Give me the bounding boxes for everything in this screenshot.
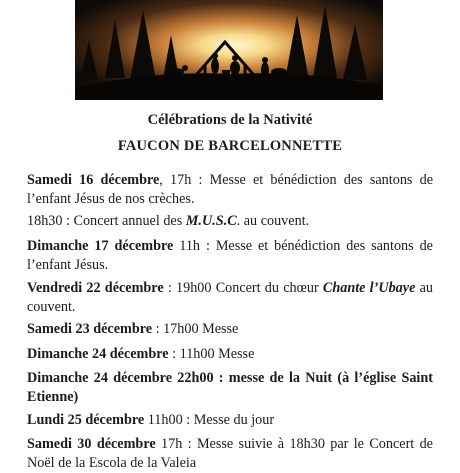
event-day: Samedi 16 décembre	[27, 172, 160, 188]
page-subtitle: FAUCON DE BARCELONNETTE	[117, 138, 343, 154]
event-details: 18h30 : Concert annuel des	[27, 213, 186, 229]
event-entry	[27, 320, 433, 339]
event-details: . au couvent.	[236, 213, 310, 229]
event-details: 11h00 : Messe du jour	[144, 412, 275, 428]
event-entry	[27, 435, 433, 473]
event-day: Lundi 25 décembre	[27, 412, 145, 428]
event-details: : 19h00 Concert du chœur	[163, 280, 323, 296]
event-details: 17h : Messe suivie à 18h30 par le Concert de Noël de la Escola de la Valeia	[27, 436, 433, 471]
event-entry	[27, 237, 433, 275]
event-day: Samedi 23 décembre	[27, 321, 153, 337]
event-entry	[27, 411, 433, 430]
event-details: : 17h00 Messe	[152, 321, 239, 337]
event-italic-name: M.U.S.C	[185, 213, 237, 229]
event-day: Dimanche 24 décembre 22h00 : messe de la Nuit (à l’église Saint Etienne)	[27, 370, 433, 405]
event-day: Dimanche 24 décembre	[27, 346, 169, 362]
event-entry	[27, 279, 433, 317]
event-entry	[27, 345, 433, 364]
event-entry	[27, 369, 433, 407]
event-details: au couvent.	[27, 280, 433, 315]
event-day: Samedi 30 décembre	[27, 436, 156, 452]
event-day: Dimanche 17 décembre	[27, 238, 174, 254]
page-title: Célébrations de la Nativité	[147, 112, 313, 128]
event-details: : 11h00 Messe	[168, 346, 255, 362]
event-details: , 17h : Messe et bénédiction des santons de l’enfant Jésus de nos crèches.	[27, 172, 433, 207]
event-details: 11h : Messe et bénédiction des santons de l’enfant Jésus.	[27, 238, 433, 273]
event-day: Vendredi 22 décembre	[27, 280, 164, 296]
nativity-banner-image	[75, 0, 383, 100]
event-entry	[27, 212, 433, 231]
event-italic-name: Chante l’Ubaye	[322, 280, 416, 296]
nativity-scene-illustration	[75, 0, 383, 100]
event-entry	[27, 171, 433, 209]
